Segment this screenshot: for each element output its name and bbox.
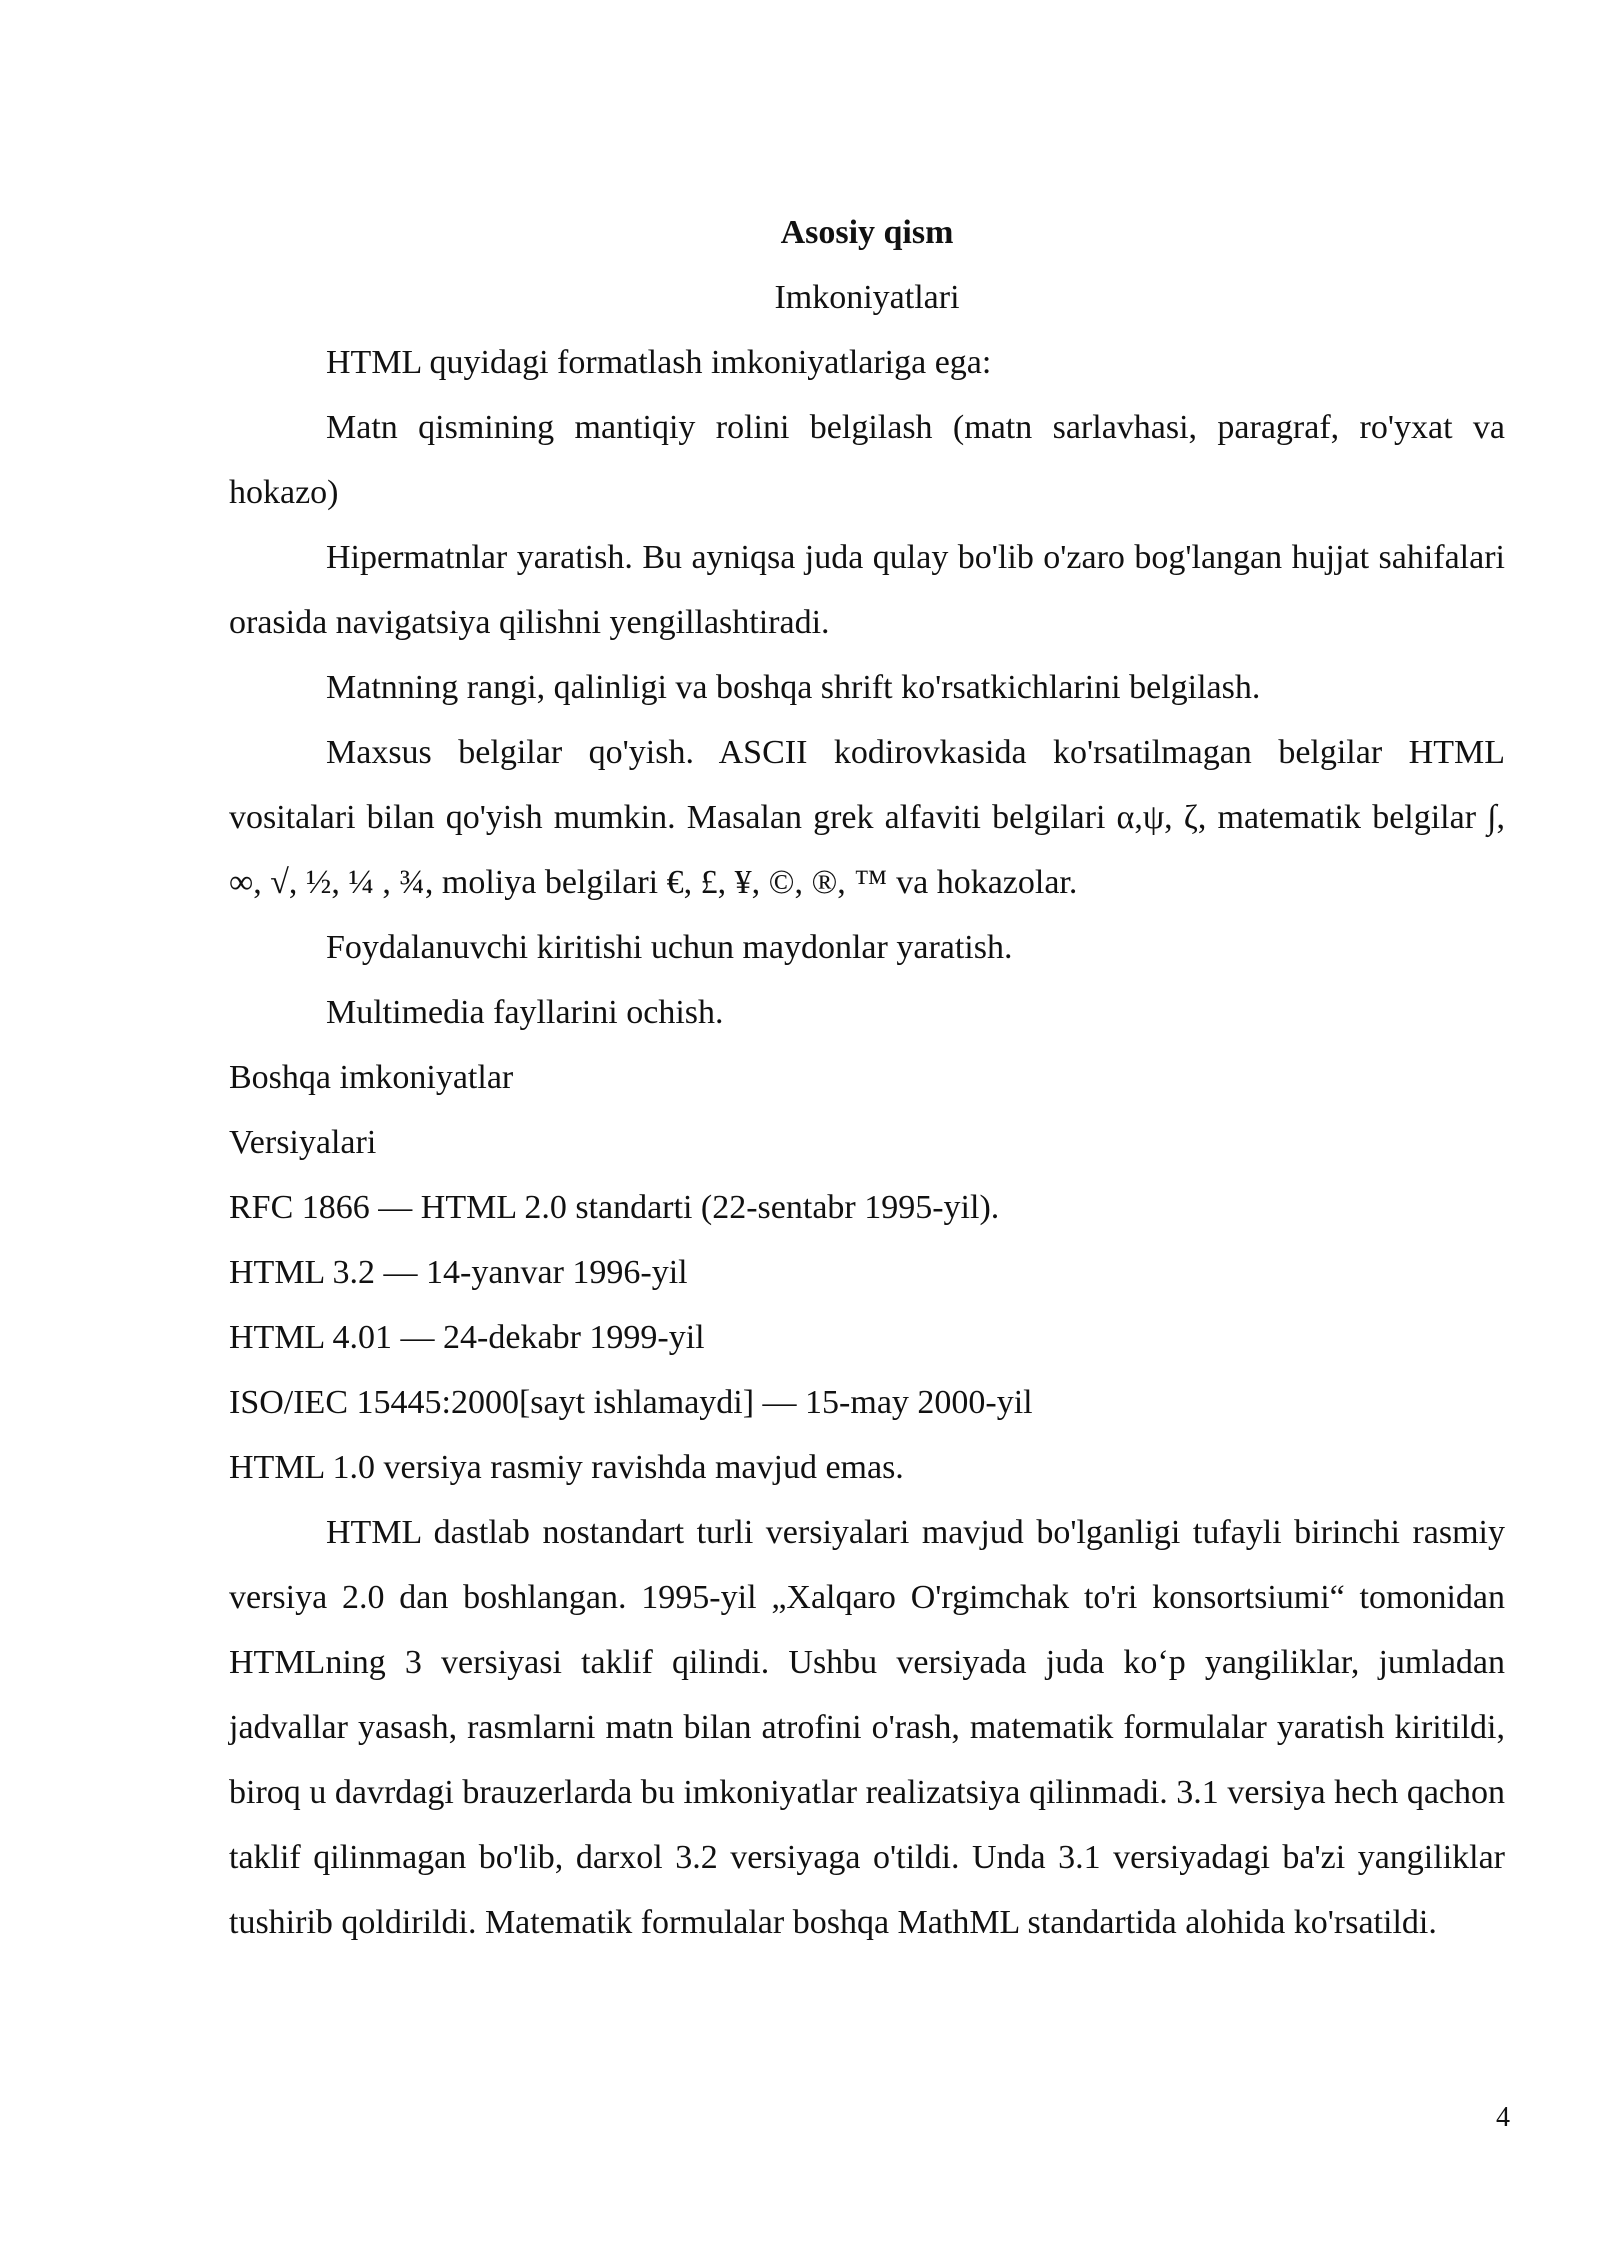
paragraph-multimedia: Multimedia fayllarini ochish. [326, 994, 724, 1031]
document-page [229, 200, 1505, 1955]
version-line-html10: HTML 1.0 versiya rasmiy ravishda mavjud emas. [229, 1449, 904, 1486]
versions-heading: Versiyalari [229, 1124, 377, 1161]
version-line-html32: HTML 3.2 — 14-yanvar 1996-yil [229, 1254, 688, 1291]
paragraph-logical-role: Matn qismining mantiqiy rolini belgilash (matn sarlavhasi, paragraf, ro'yxat va hokazo) [229, 409, 1505, 511]
other-features-heading: Boshqa imkoniyatlar [229, 1059, 514, 1096]
version-line-rfc1866: RFC 1866 — HTML 2.0 standarti (22-sentabr 1995-yil). [229, 1189, 1000, 1226]
paragraph-font-color: Matnning rangi, qalinligi va boshqa shrift ko'rsatkichlarini belgilash. [326, 669, 1261, 706]
version-line-iso15445: ISO/IEC 15445:2000[sayt ishlamaydi] — 15-may 2000-yil [229, 1384, 1033, 1421]
paragraph-hypertext: Hipermatnlar yaratish. Bu ayniqsa juda qulay bo'lib o'zaro bog'langan hujjat sahifalari orasida navigatsiya qilishni yengillashtiradi. [229, 539, 1505, 641]
section-subheading: Imkoniyatlari [774, 279, 960, 316]
paragraph-history: HTML dastlab nostandart turli versiyalari mavjud bo'lganligi tufayli birinchi rasmiy versiya 2.0 dan boshlangan. 1995-yil „Xalqaro O'rgimchak to'ri konsortsiumi“ tomonidan HTMLning 3 versiyasi taklif qilindi. Ushbu versiyada juda koʻp yangiliklar, jumladan jadvallar yasash, rasmlarni matn bilan atrofini o'rash, matematik formulalar yaratish kiritildi, biroq u davrdagi brauzerlarda bu imkoniyatlar realizatsiya qilinmadi. 3.1 versiya hech qachon taklif qilinmagan bo'lib, darxol 3.2 versiyaga o'tildi. Unda 3.1 versiyadagi ba'zi yangiliklar tushirib qoldirildi. Matematik formulalar boshqa MathML standartida alohida ko'rsatildi. [229, 1514, 1505, 1941]
paragraph-special-symbols: Maxsus belgilar qo'yish. ASCII kodirovkasida ko'rsatilmagan belgilar HTML vositalari bilan qo'yish mumkin. Masalan grek alfaviti belgilari α,ψ, ζ, matematik belgilar ∫, ∞, √, ½, ¼ , ¾, moliya belgilari €, £, ¥, ©, ®, ™ va hokazolar. [229, 734, 1505, 901]
paragraph-formatting-intro: HTML quyidagi formatlash imkoniyatlariga ega: [326, 344, 992, 381]
section-heading: Asosiy qism [780, 214, 954, 251]
page-number: 4 [1496, 2102, 1510, 2133]
paragraph-input-fields: Foydalanuvchi kiritishi uchun maydonlar yaratish. [326, 929, 1013, 966]
version-line-html401: HTML 4.01 — 24-dekabr 1999-yil [229, 1319, 705, 1356]
